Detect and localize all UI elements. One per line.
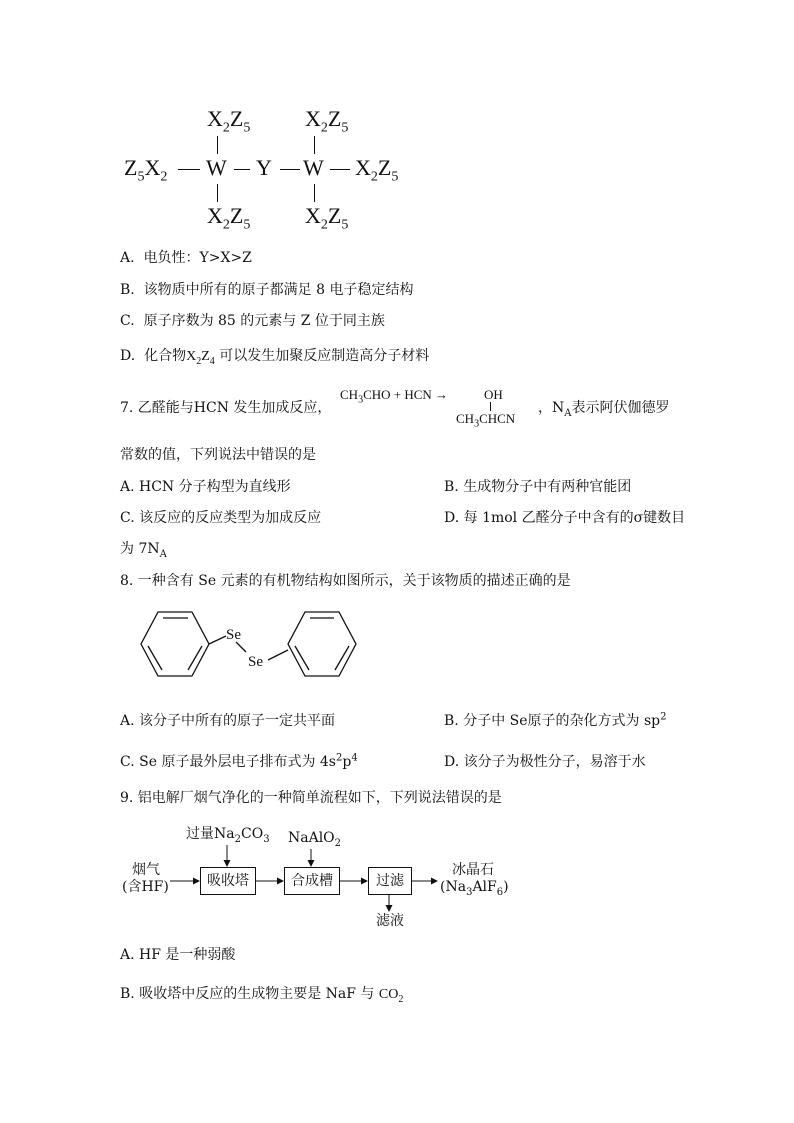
formula-bottom-right: $X_2Z_5$: [305, 203, 349, 233]
q7-stem-a: 7. 乙醛能与HCN 发生加成反应，: [120, 400, 332, 416]
q7-stem-b: ，$N_A$表示阿伏伽德罗: [538, 400, 670, 419]
q9-option-a: A. HF 是一种弱酸: [120, 947, 236, 963]
filter-box: 过滤: [368, 867, 412, 895]
atom-w1: W: [206, 155, 227, 180]
option-text: 该物质中所有的原子都满足 8 电子稳定结构: [143, 282, 414, 298]
formula-mid-left: $Z_5X_2$: [124, 155, 168, 185]
q7-stem-c: 常数的值，下列说法中错误的是: [120, 447, 316, 463]
q8-option-c: C. Se 原子最外层电子排布式为 $4s^2p^4$: [120, 752, 358, 770]
option-letter: B.: [120, 282, 135, 298]
formula-x2z4: $X_2Z_4$: [186, 349, 215, 367]
option-text: 原子序数为 85 的元素与 Z 位于同主族: [143, 313, 385, 329]
q8-stem: 8. 一种含有 Se 元素的有机物结构如图所示，关于该物质的描述正确的是: [120, 573, 571, 589]
q8-option-d: D. 该分子为极性分子，易溶于水: [444, 754, 646, 770]
product-label-2: $(Na_3AlF_6)$: [440, 879, 509, 898]
atom-y: Y: [256, 155, 272, 180]
formula-top-right: $X_2Z_5$: [305, 106, 349, 136]
formula-mid-right: $X_2Z_5$: [355, 155, 399, 185]
se-atom-2: Se: [248, 654, 263, 670]
q9-stem: 9. 铝电解厂烟气净化的一种简单流程如下，下列说法错误的是: [120, 790, 502, 806]
filtrate-label: 滤液: [376, 913, 404, 929]
q7-option-d: D. 每 1mol 乙醛分子中含有的σ键数目: [444, 510, 686, 526]
q7-option-c: C. 该反应的反应类型为加成反应: [120, 510, 322, 526]
se-atom-1: Se: [226, 627, 241, 643]
feed-label-1: 烟气: [132, 862, 160, 878]
q7-reaction: $CH_3CHO$ + HCN →: [340, 387, 449, 406]
option-text: 可以发生加聚反应制造高分子材料: [219, 348, 430, 364]
option-text: 化合物: [144, 348, 187, 364]
absorption-tower-box: 吸收塔: [200, 867, 256, 895]
reagent-naalo2: NaAlO$_2$: [288, 830, 342, 849]
q7-product-oh: OH: [484, 387, 503, 402]
synthesis-tank-box: 合成槽: [284, 867, 340, 895]
formula-top-left: $X_2Z_5$: [207, 106, 251, 136]
formula-bottom-left: $X_2Z_5$: [207, 203, 251, 233]
option-letter: A.: [120, 250, 135, 266]
formula-co2: $CO_2$: [378, 987, 404, 1005]
atom-w2: W: [303, 155, 324, 180]
option-letter: C.: [120, 313, 135, 329]
option-letter: D.: [120, 348, 136, 364]
feed-label-2: (含HF): [122, 879, 169, 895]
q8-option-b: B. 分子中 Se原子的杂化方式为 $sp^2$: [444, 711, 667, 729]
q7-option-b: B. 生成物分子中有两种官能团: [444, 479, 632, 495]
q8-option-a: A. 该分子中所有的原子一定共平面: [120, 713, 336, 729]
q7-option-a: A. HCN 分子构型为直线形: [120, 479, 291, 495]
q9-option-b: [120, 985, 403, 1004]
q7-product: $CH_3CHCN$: [456, 411, 516, 430]
option-text: 电负性：Y>X>Z: [143, 250, 252, 266]
option-text: B. 吸收塔中反应的生成物主要是 NaF 与: [120, 986, 375, 1002]
q7-option-d-cont: 为 $7N_A$: [120, 541, 167, 560]
reagent-na2co3: 过量$Na_2CO_3$: [186, 826, 270, 845]
product-label-1: 冰晶石: [452, 862, 494, 878]
